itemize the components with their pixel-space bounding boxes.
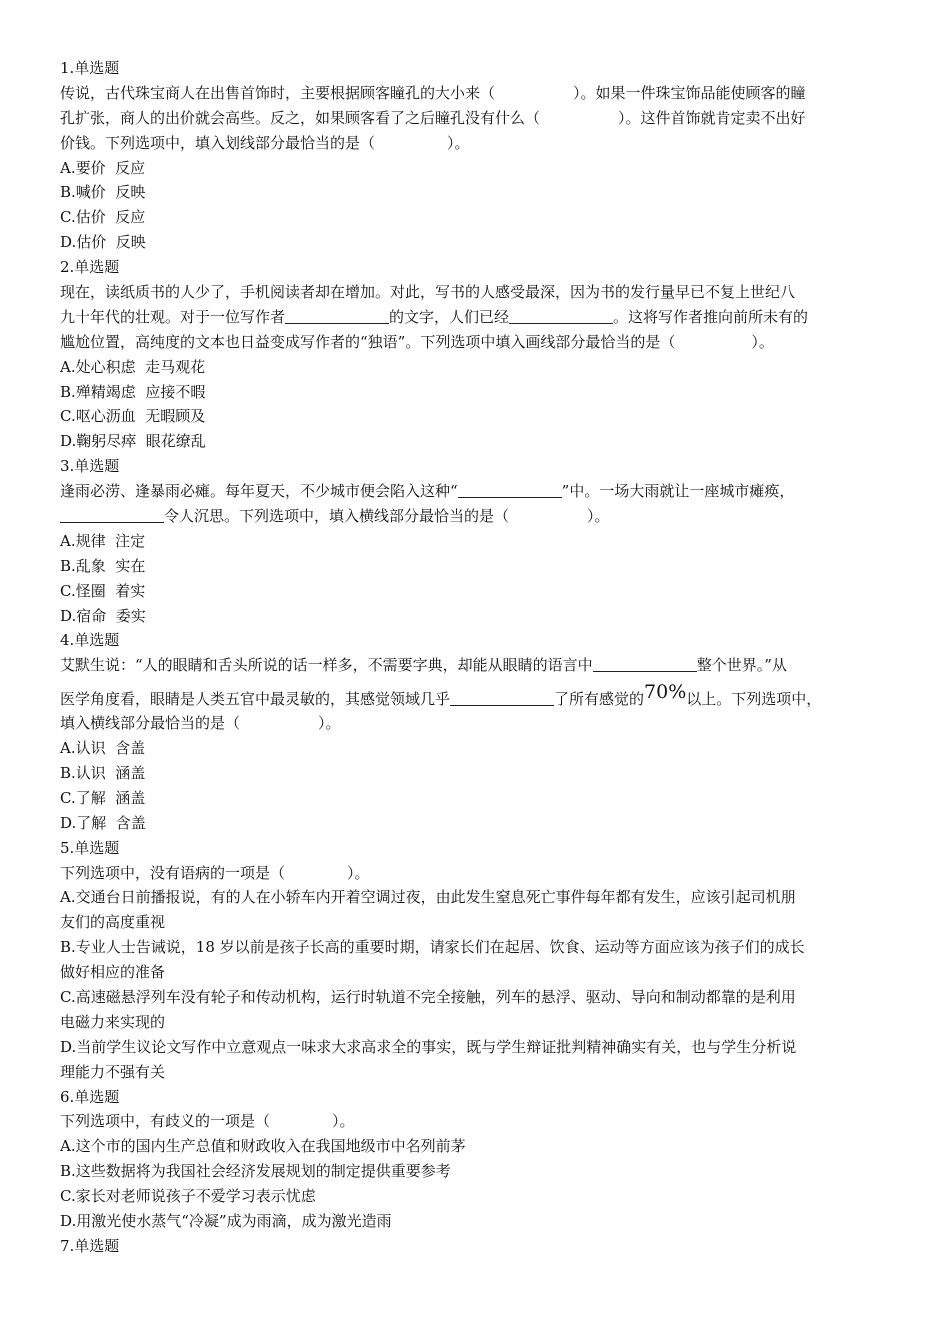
- fill-blank: [509, 307, 613, 324]
- question-stem-line: 下列选项中，有歧义的一项是（ ）。: [60, 1112, 355, 1131]
- question-header: 5.单选题: [60, 838, 120, 857]
- option-b[interactable]: B.专业人士告诫说，18 岁以前是孩子长高的重要时期，请家长们在起居、饮食、运动等方面应该为孩子们的成长: [60, 938, 805, 957]
- question-stem-line: 九十年代的壮观。对于一位写作者 的文字，人们已经 。这将写作者推向前所未有的: [60, 307, 809, 326]
- question-2: [60, 255, 888, 454]
- question-stem-line: 填入横线部分最恰当的是（ ）。: [60, 714, 341, 733]
- option-b[interactable]: B.乱象 实在: [60, 556, 146, 575]
- option-d[interactable]: D.了解 含盖: [60, 813, 146, 832]
- question-stem-line: 令人沉思。下列选项中，填入横线部分最恰当的是（ ）。: [60, 504, 888, 529]
- option-b[interactable]: B.喊价 反映: [60, 183, 146, 202]
- option-c[interactable]: C.呕心沥血 无暇顾及: [60, 407, 206, 426]
- fill-blank: [593, 655, 697, 672]
- fill-blank: [458, 481, 562, 498]
- question-header: 3.单选题: [60, 457, 120, 476]
- question-header: 4.单选题: [60, 631, 120, 650]
- option-a[interactable]: A.处心积虑 走马观花: [60, 357, 206, 376]
- question-stem-line: 下列选项中，没有语病的一项是（ ）。: [60, 863, 370, 882]
- option-a[interactable]: A.这个市的国内生产总值和财政收入在我国地级市中名列前茅: [60, 1137, 466, 1156]
- question-6: [60, 1085, 888, 1234]
- question-7: [60, 1234, 888, 1259]
- option-b[interactable]: B.殚精竭虑 应接不暇: [60, 382, 206, 401]
- option-b[interactable]: B.这些数据将为我国社会经济发展规划的制定提供重要参考: [60, 1162, 451, 1181]
- option-a[interactable]: A.交通台日前播报说，有的人在小轿车内开着空调过夜，由此发生窒息死亡事件每年都有发生，应该引起司机朋: [60, 888, 796, 907]
- question-stem-line: 现在，读纸质书的人少了，手机阅读者却在增加。对此，写书的人感受最深，因为书的发行量早已不复上世纪八: [60, 283, 796, 302]
- option-c[interactable]: C.怪圈 着实: [60, 581, 146, 600]
- option-d[interactable]: D.当前学生议论文写作中立意观点一味求大求高求全的事实，既与学生辩证批判精神确实有关，也与学生分析说: [60, 1037, 797, 1056]
- question-4: [60, 628, 888, 835]
- question-header: 2.单选题: [60, 258, 120, 277]
- fill-blank: [285, 307, 389, 324]
- question-header: 6.单选题: [60, 1087, 120, 1106]
- option-b-cont[interactable]: 做好相应的准备: [60, 963, 166, 982]
- percent-figure: 70%: [644, 681, 687, 704]
- question-stem-line: 传说，古代珠宝商人在出售首饰时，主要根据顾客瞳孔的大小来（ ）。如果一件珠宝饰品能使顾客的瞳: [60, 83, 806, 102]
- question-header: 1.单选题: [60, 59, 120, 77]
- question-stem-line: 尴尬位置，高纯度的文本也日益变成写作者的“独语”。下列选项中填入画线部分最恰当的是（ ）。: [60, 332, 774, 351]
- option-c[interactable]: C.估价 反应: [60, 208, 146, 227]
- option-d[interactable]: D.用激光使水蒸气“冷凝”成为雨滴，成为激光造雨: [60, 1211, 392, 1230]
- question-stem-line: 医学角度看，眼睛是人类五官中最灵敏的，其感觉领域几乎 了所有感觉的70%以上。下列选项中，: [60, 681, 822, 709]
- option-d[interactable]: D.宿命 委实: [60, 606, 146, 625]
- option-a[interactable]: A.规律 注定: [60, 531, 146, 550]
- exam-page: [60, 56, 888, 1259]
- option-c[interactable]: C.家长对老师说孩子不爱学习表示忧虑: [60, 1187, 316, 1206]
- fill-blank: [60, 506, 164, 523]
- fill-blank: [450, 689, 554, 706]
- option-d[interactable]: D.估价 反映: [60, 233, 146, 252]
- question-stem-line: 孔扩张，商人的出价就会高些。反之，如果顾客看了之后瞳孔没有什么（ ）。这件首饰就肯定卖不出好: [60, 108, 806, 127]
- question-stem-line: 艾默生说：“人的眼睛和舌头所说的话一样多，不需要字典，却能从眼睛的语言中 整个世界。”从: [60, 656, 787, 675]
- question-header: 7.单选题: [60, 1236, 120, 1255]
- option-c[interactable]: C.了解 涵盖: [60, 788, 146, 807]
- question-stem-line: 价钱。下列选项中，填入划线部分最恰当的是（ ）。: [60, 133, 470, 152]
- option-d-cont[interactable]: 理能力不强有关: [60, 1062, 166, 1081]
- option-a-cont[interactable]: 友们的高度重视: [60, 913, 166, 932]
- option-d[interactable]: D.鞠躬尽瘁 眼花缭乱: [60, 432, 206, 451]
- option-a[interactable]: A.要价 反应: [60, 158, 146, 177]
- option-c-cont[interactable]: 电磁力来实现的: [60, 1012, 166, 1031]
- question-stem-line: 逢雨必涝、逢暴雨必瘫。每年夏天，不少城市便会陷入这种“ ”中。一场大雨就让一座城市瘫痪，: [60, 482, 795, 501]
- option-b[interactable]: B.认识 涵盖: [60, 763, 146, 782]
- question-3: [60, 454, 888, 628]
- option-c[interactable]: C.高速磁悬浮列车没有轮子和传动机构，运行时轨道不完全接触，列车的悬浮、驱动、导向和制动都靠的是利用: [60, 987, 796, 1006]
- option-a[interactable]: A.认识 含盖: [60, 739, 146, 758]
- question-5: [60, 836, 888, 1085]
- question-1: [60, 56, 888, 255]
